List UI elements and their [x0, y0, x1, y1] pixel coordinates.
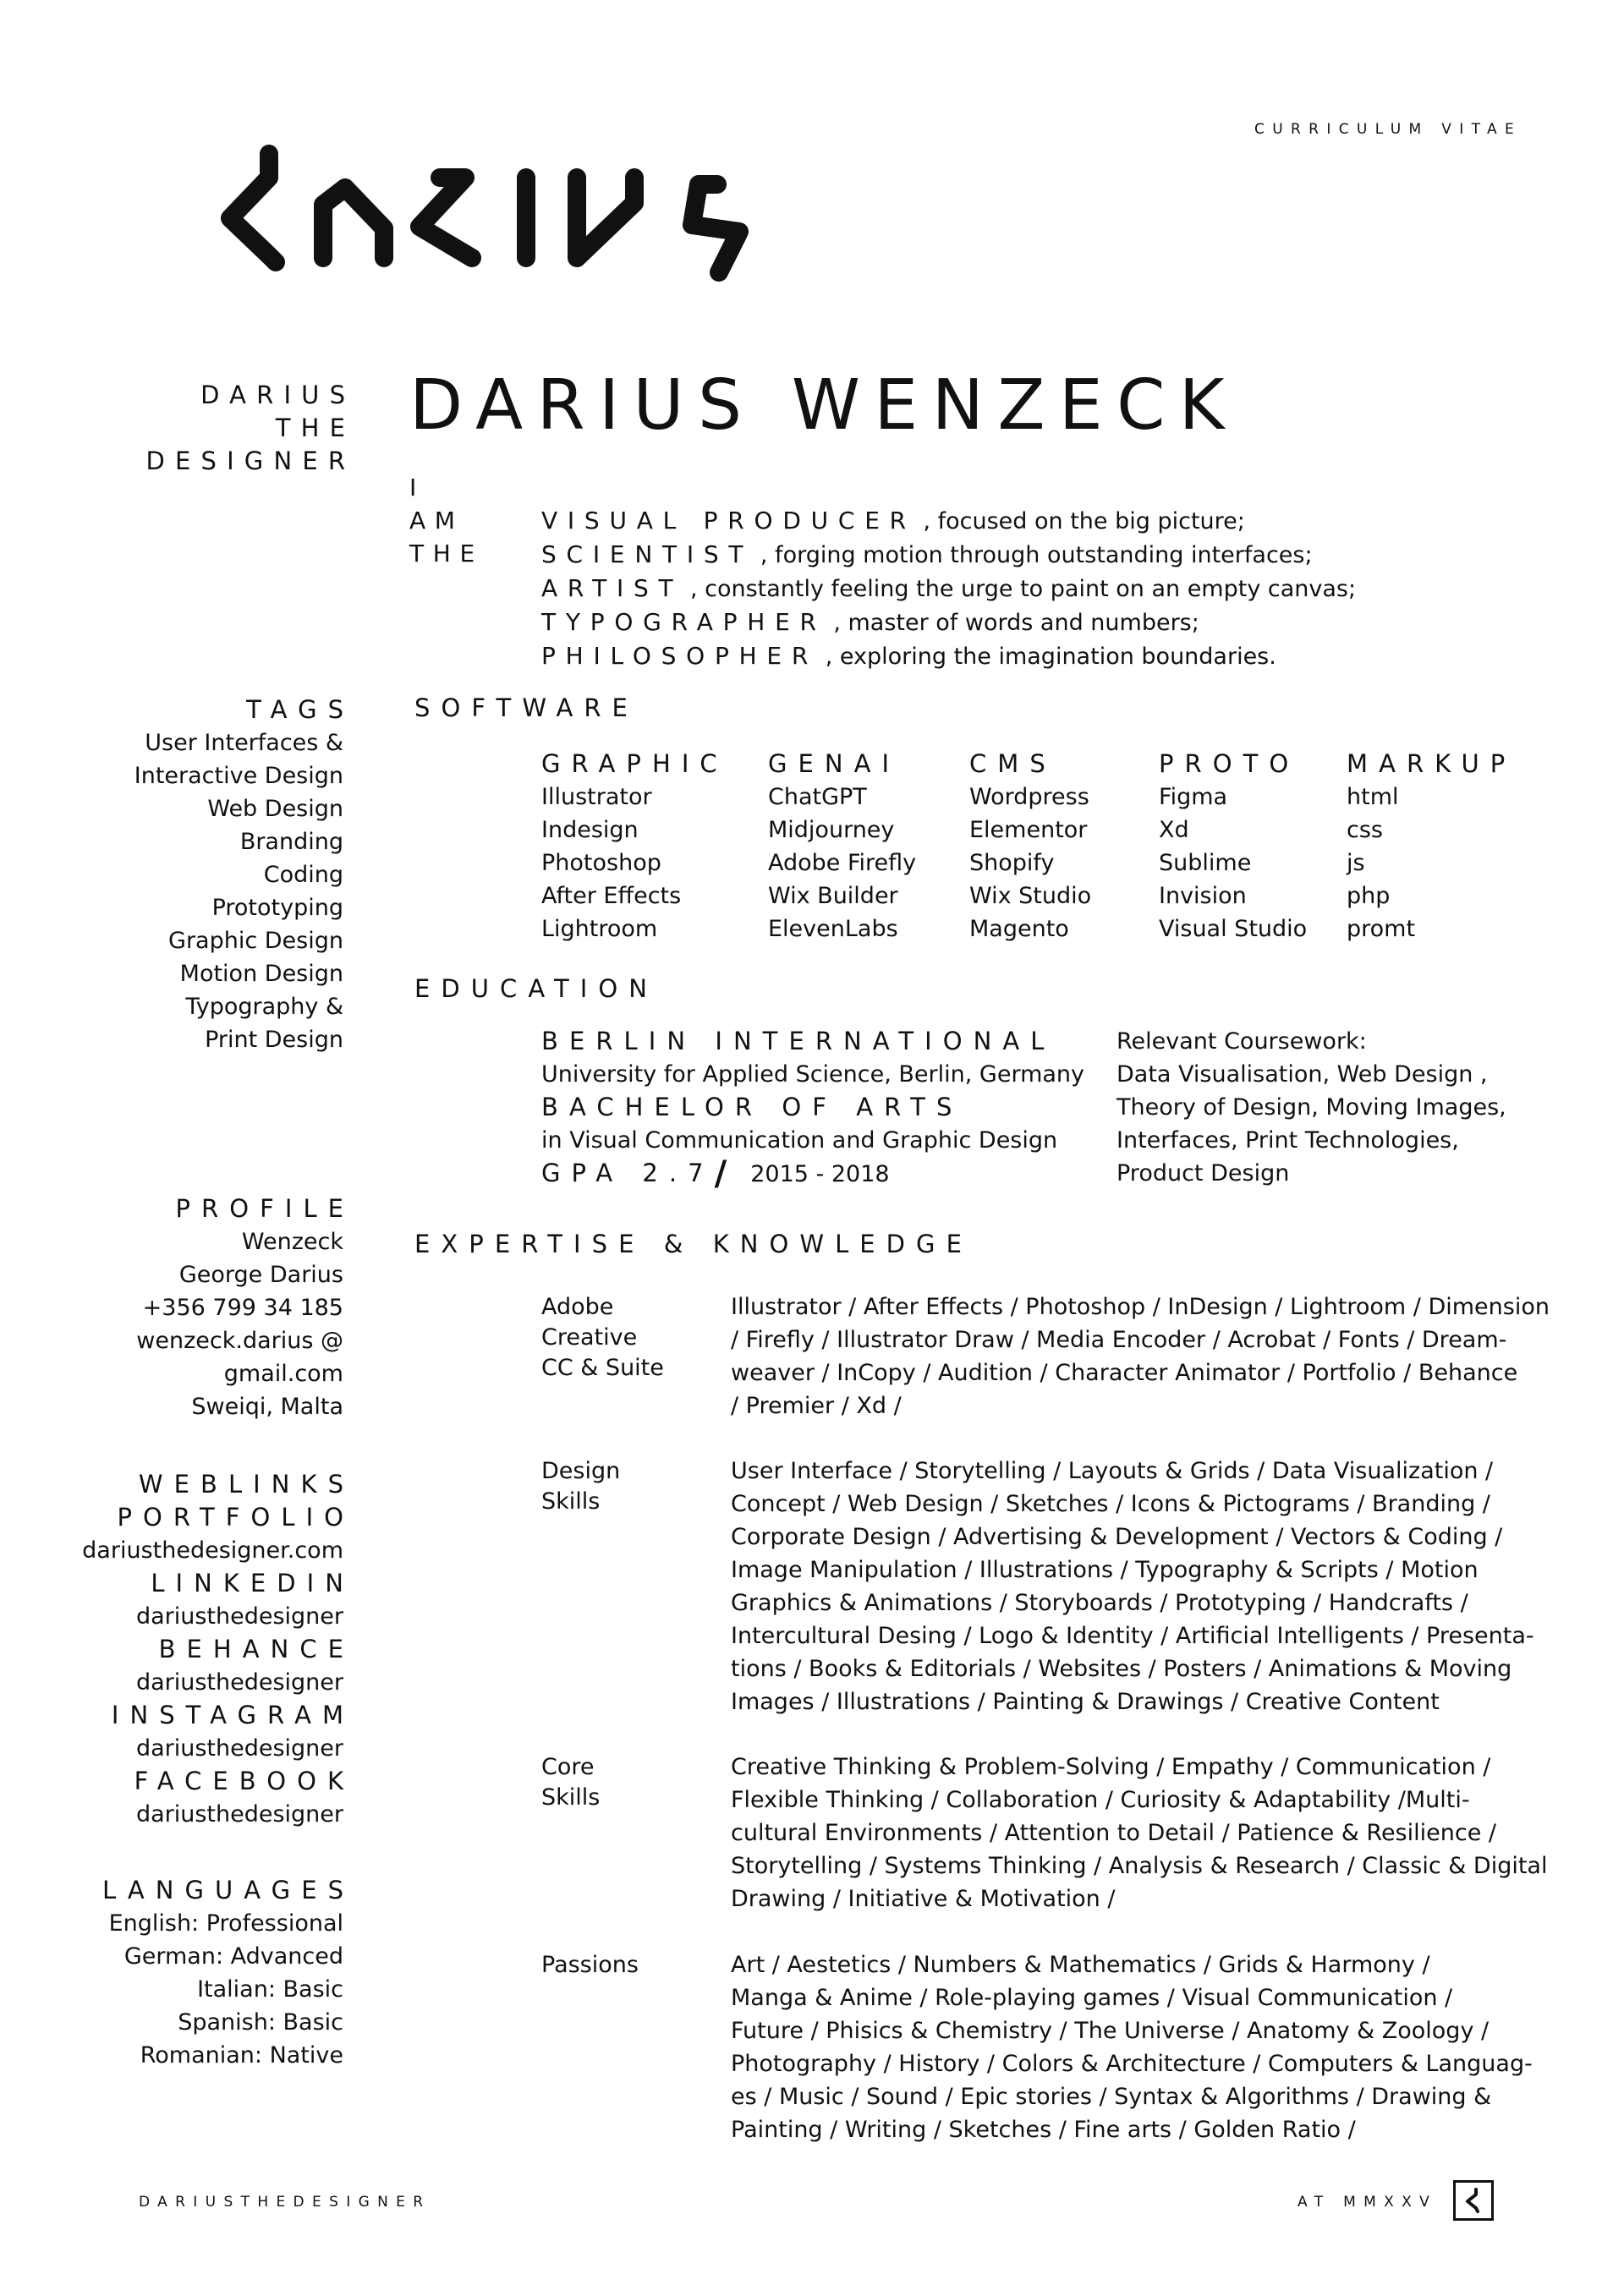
tag-item: Branding	[239, 829, 343, 855]
expertise-line: Future / Phisics & Chemistry / The Universe / Anatomy & Zoology /	[731, 2018, 1490, 2044]
tag-item: User Interfaces &	[145, 730, 343, 756]
school-name: BERLIN INTERNATIONAL	[541, 1027, 1056, 1055]
role-title: VISUAL PRODUCER	[541, 507, 916, 534]
expertise-line: Intercultural Desing / Logo & Identity / Artificial Intelligents / Presenta-	[731, 1623, 1534, 1649]
expertise-label-line: Skills	[541, 1784, 601, 1811]
expertise-text	[731, 1948, 1543, 2146]
languages-heading: LANGUAGES	[102, 1876, 355, 1904]
tag-item: Typography &	[185, 994, 343, 1020]
software-column	[768, 748, 916, 945]
role-text: , forging motion through outstanding interfaces;	[753, 542, 1313, 568]
sidebar-profile	[5, 1192, 355, 1423]
software-column-heading: MARKUP	[1347, 749, 1517, 778]
gpa-line	[541, 1154, 1084, 1193]
logo-mark-icon	[1453, 2180, 1494, 2221]
expertise-label-line: CC & Suite	[541, 1355, 664, 1381]
education-degree	[541, 1025, 1084, 1191]
logo-glyph-icon	[1456, 2183, 1491, 2218]
weblink-label: FACEBOOK	[134, 1767, 355, 1795]
weblink-portfolio[interactable]: dariusthedesigner.com	[82, 1537, 343, 1564]
expertise-text	[731, 1290, 1550, 1422]
tag-item: Motion Design	[179, 961, 343, 987]
expertise-line: / Firefly / Illustrator Draw / Media Encoder / Acrobat / Fonts / Dream-	[731, 1327, 1507, 1353]
tag-item: Prototyping	[211, 895, 343, 921]
gpa-label: GPA 2.7	[541, 1159, 715, 1187]
software-item: Illustrator	[541, 784, 652, 810]
expertise-label-line: Adobe	[541, 1294, 614, 1320]
intro-prefix-line: AM	[409, 507, 464, 534]
side-title-line: THE	[275, 414, 356, 442]
profile-heading: PROFILE	[175, 1194, 355, 1223]
software-item: Midjourney	[768, 817, 895, 843]
expertise-line: weaver / InCopy / Audition / Character Animator / Portfolio / Behance	[731, 1360, 1518, 1386]
expertise-line: Photography / History / Colors & Architecture / Computers & Languag-	[731, 2051, 1533, 2077]
expertise-line: Storytelling / Systems Thinking / Analysis & Research / Classic & Digital	[731, 1853, 1548, 1879]
software-item: Wordpress	[969, 784, 1089, 810]
coursework-item: Interfaces, Print Technologies,	[1116, 1127, 1459, 1153]
degree-detail: in Visual Communication and Graphic Design	[541, 1127, 1058, 1153]
weblink-instagram[interactable]: dariusthedesigner	[135, 1735, 343, 1762]
darius-logo-mark	[218, 144, 861, 288]
slash-divider: /	[714, 1154, 727, 1193]
software-item: php	[1347, 883, 1391, 909]
intro-role-line	[541, 639, 1356, 673]
software-heading: SOFTWARE	[414, 693, 639, 722]
expertise-label	[541, 1752, 600, 1813]
intro-role-line	[541, 606, 1356, 639]
expertise-line: Corporate Design / Advertising & Development / Vectors & Coding /	[731, 1524, 1503, 1550]
software-column-heading: GRAPHIC	[541, 749, 728, 778]
tag-item: Graphic Design	[168, 928, 343, 954]
logo	[218, 144, 861, 293]
role-title: ARTIST	[541, 574, 683, 602]
software-item: Visual Studio	[1159, 916, 1308, 942]
side-title-line: DARIUS	[200, 381, 356, 409]
software-item: Photoshop	[541, 850, 661, 876]
profile-phone[interactable]: +356 799 34 185	[142, 1295, 343, 1321]
weblink-label: LINKEDIN	[151, 1569, 355, 1597]
intro-roles	[541, 504, 1356, 673]
expertise-line: Images / Illustrations / Painting & Drawings / Creative Content	[731, 1689, 1440, 1715]
role-text: , focused on the big picture;	[915, 508, 1245, 534]
software-column-heading: GENAI	[768, 749, 901, 778]
software-item: Adobe Firefly	[768, 850, 917, 876]
coursework-item: Theory of Design, Moving Images,	[1116, 1094, 1506, 1121]
intro-prefix-line: THE	[409, 540, 484, 567]
software-item: html	[1347, 784, 1399, 810]
software-item: Figma	[1159, 784, 1228, 810]
software-item: Elementor	[969, 817, 1088, 843]
weblinks-heading: WEBLINKS	[138, 1470, 355, 1499]
coursework-heading: Relevant Coursework:	[1116, 1028, 1367, 1055]
expertise-line: Manga & Anime / Role-playing games / Visual Communication /	[731, 1985, 1453, 2011]
language-item: Spanish: Basic	[178, 2009, 343, 2036]
expertise-line: Painting / Writing / Sketches / Fine arts / Golden Ratio /	[731, 2117, 1356, 2143]
tag-item: Print Design	[205, 1027, 343, 1053]
expertise-label-line: Skills	[541, 1488, 601, 1515]
software-item: Magento	[969, 916, 1069, 942]
intro-role-line	[541, 572, 1356, 606]
education-heading: EDUCATION	[414, 974, 658, 1003]
tag-item: Interactive Design	[134, 763, 343, 789]
coursework-item: Product Design	[1116, 1160, 1290, 1186]
intro-prefix	[409, 471, 484, 570]
profile-location: Sweiqi, Malta	[191, 1394, 343, 1420]
expertise-line: User Interface / Storytelling / Layouts & Grids / Data Visualization /	[731, 1458, 1494, 1484]
expertise-line: es / Music / Sound / Epic stories / Syntax & Algorithms / Drawing &	[731, 2084, 1492, 2110]
expertise-label-line: Core	[541, 1754, 595, 1780]
profile-email[interactable]: gmail.com	[223, 1361, 343, 1387]
expertise-line: Concept / Web Design / Sketches / Icons & Pictograms / Branding /	[731, 1491, 1490, 1517]
profile-item: Wenzeck	[241, 1229, 343, 1255]
software-column-heading: CMS	[969, 749, 1056, 778]
sidebar-languages	[5, 1874, 355, 2072]
expertise-line: / Premier / Xd /	[731, 1393, 902, 1419]
footer-left: DARIUSTHEDESIGNER	[139, 2194, 431, 2211]
role-title: PHILOSOPHER	[541, 642, 819, 670]
expertise-line: tions / Books & Editorials / Websites / Posters / Animations & Moving	[731, 1656, 1512, 1682]
coursework-item: Data Visualisation, Web Design ,	[1116, 1061, 1488, 1088]
language-item: English: Professional	[108, 1910, 343, 1937]
expertise-text	[731, 1751, 1548, 1915]
language-item: German: Advanced	[123, 1943, 343, 1970]
degree-name: BACHELOR OF ARTS	[541, 1093, 963, 1121]
weblink-label: INSTAGRAM	[111, 1701, 355, 1729]
software-item: Wix Studio	[969, 883, 1092, 909]
weblink-facebook[interactable]: dariusthedesigner	[135, 1801, 343, 1827]
sidebar-weblinks	[5, 1468, 355, 1831]
software-item: ElevenLabs	[768, 916, 898, 942]
side-title-line: DESIGNER	[145, 447, 356, 475]
expertise-heading: EXPERTISE & KNOWLEDGE	[414, 1230, 973, 1258]
cv-label: CURRICULUM VITAE	[1254, 121, 1522, 138]
tag-item: Web Design	[207, 796, 343, 822]
software-item: Invision	[1159, 883, 1247, 909]
role-text: , master of words and numbers;	[826, 610, 1199, 636]
profile-item: George Darius	[178, 1262, 343, 1288]
expertise-line: Flexible Thinking / Collaboration / Curiosity & Adaptability /Multi-	[731, 1787, 1470, 1813]
side-title	[51, 379, 355, 478]
software-column-heading: PROTO	[1159, 749, 1300, 778]
expertise-text	[731, 1455, 1543, 1718]
role-title: SCIENTIST	[541, 540, 754, 568]
expertise-label-line: Design	[541, 1458, 621, 1484]
footer-right: AT MMXXV	[1298, 2194, 1438, 2211]
weblink-label: BEHANCE	[158, 1635, 355, 1663]
expertise-label	[541, 1456, 620, 1517]
language-item: Romanian: Native	[140, 2042, 343, 2069]
role-title: TYPOGRAPHER	[541, 608, 826, 636]
education-coursework	[1116, 1025, 1506, 1190]
software-item: js	[1347, 850, 1365, 876]
software-item: ChatGPT	[768, 784, 867, 810]
weblink-behance[interactable]: dariusthedesigner	[135, 1669, 343, 1696]
software-item: promt	[1347, 916, 1416, 942]
expertise-line: Creative Thinking & Problem-Solving / Empathy / Communication /	[731, 1754, 1491, 1780]
software-item: Sublime	[1159, 850, 1252, 876]
expertise-label-line: Passions	[541, 1952, 639, 1978]
software-column	[1347, 748, 1516, 945]
expertise-line: Drawing / Initiative & Motivation /	[731, 1886, 1116, 1912]
expertise-line: cultural Environments / Attention to Detail / Patience & Resilience /	[731, 1820, 1496, 1846]
years: 2015 - 2018	[750, 1161, 890, 1187]
tag-item: Coding	[263, 862, 343, 888]
software-item: Lightroom	[541, 916, 658, 942]
software-column	[541, 748, 728, 945]
software-column	[969, 748, 1091, 945]
page-title: DARIUS WENZECK	[409, 365, 1238, 446]
software-item: After Effects	[541, 883, 682, 909]
expertise-label	[541, 1292, 664, 1384]
software-item: Xd	[1159, 817, 1189, 843]
software-item: css	[1347, 817, 1383, 843]
profile-email[interactable]: wenzeck.darius @	[136, 1328, 343, 1354]
expertise-line: Art / Aestetics / Numbers & Mathematics / Grids & Harmony /	[731, 1952, 1430, 1978]
intro-prefix-line: I	[409, 474, 425, 501]
school-detail: University for Applied Science, Berlin, Germany	[541, 1061, 1085, 1088]
intro-role-line	[541, 504, 1356, 538]
expertise-label	[541, 1950, 639, 1981]
intro-role-line	[541, 538, 1356, 572]
software-item: Indesign	[541, 817, 639, 843]
software-item: Wix Builder	[768, 883, 898, 909]
software-column	[1159, 748, 1307, 945]
weblink-linkedin[interactable]: dariusthedesigner	[135, 1603, 343, 1630]
sidebar-tags	[5, 693, 355, 1056]
role-text: , constantly feeling the urge to paint on an empty canvas;	[683, 576, 1357, 602]
expertise-line: Image Manipulation / Illustrations / Typography & Scripts / Motion	[731, 1557, 1479, 1583]
expertise-line: Illustrator / After Effects / Photoshop / InDesign / Lightroom / Dimension	[731, 1294, 1550, 1320]
expertise-label-line: Creative	[541, 1324, 638, 1351]
tags-heading: TAGS	[246, 695, 355, 724]
software-item: Shopify	[969, 850, 1055, 876]
expertise-line: Graphics & Animations / Storyboards / Prototyping / Handcrafts /	[731, 1590, 1468, 1616]
language-item: Italian: Basic	[197, 1976, 343, 2003]
weblink-label: PORTFOLIO	[117, 1503, 355, 1532]
role-text: , exploring the imagination boundaries.	[818, 644, 1276, 670]
